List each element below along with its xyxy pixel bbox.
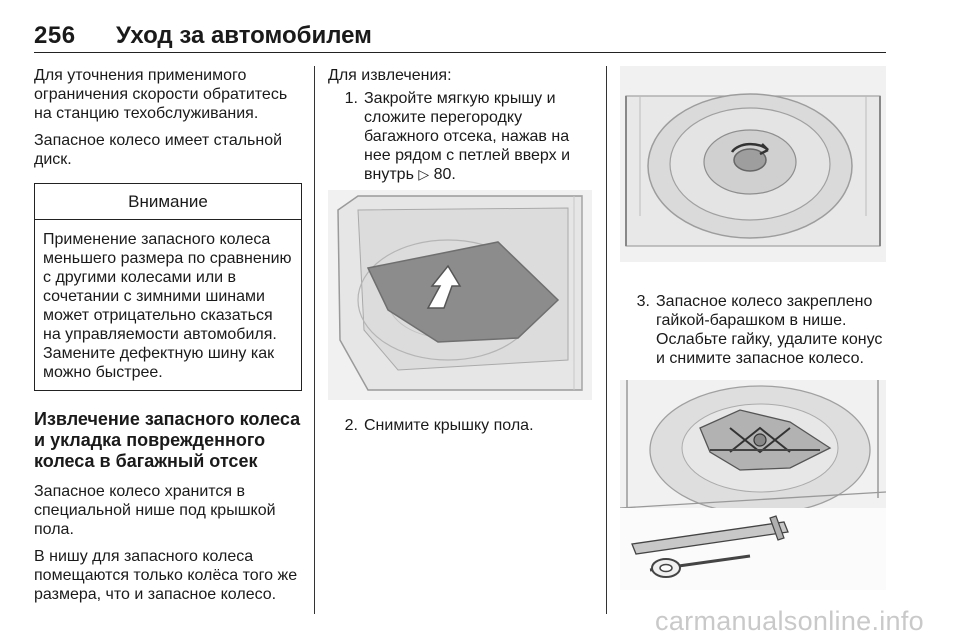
step-text: Запасное колесо закреплено гайкой-барашком в нише. Ослабьте гайку, удалите конус и снимите запасное колесо. [656, 293, 883, 367]
page-title: Уход за автомобилем [116, 22, 372, 49]
paragraph: В нишу для запасного колеса помещаются только колёса того же размера, что и запасное колесо. [34, 548, 298, 603]
column-divider [314, 66, 315, 614]
jack-tools-illustration [620, 380, 886, 590]
figure-jack-tools [620, 380, 886, 590]
warning-text: Применение запасного колеса меньшего размера по сравнению с другими колесами или в сочетании с зимними шинами может отрицательно сказаться на управляемости автомобиля. Замените дефектную шину как можно быстрее. [43, 231, 292, 381]
spare-wheel-illustration [620, 66, 886, 262]
column-divider [606, 66, 607, 614]
watermark-text: carmanualsonline.info [655, 606, 924, 636]
step-number: 2. [344, 417, 358, 434]
column-left [34, 66, 302, 612]
floor-cover-illustration [328, 190, 592, 400]
page-header [34, 22, 886, 53]
page-number: 256 [34, 22, 76, 49]
paragraph: Для уточнения применимого ограничения скорости обратитесь на станцию техобслуживания. [34, 67, 288, 122]
column-right [620, 66, 886, 590]
figure-spare-wheel [620, 66, 886, 262]
paragraph: Запасное колесо имеет стальной диск. [34, 132, 283, 168]
step-number: 3. [636, 293, 650, 310]
step-number: 1. [344, 90, 358, 107]
step-2 [328, 416, 594, 435]
step-1 [328, 89, 594, 184]
section-heading: Извлечение запасного колеса и укладка поврежденного колеса в багажный отсек [34, 409, 301, 471]
steps-intro: Для извлечения: [328, 67, 452, 84]
step-text: Снимите крышку пола. [364, 417, 534, 434]
warning-box [34, 183, 302, 391]
step-3 [620, 292, 886, 368]
step-text: Закройте мягкую крышу и сложите перегородку багажного отсека, нажав на нее рядом с петлей вверх и внутрь [364, 90, 571, 183]
figure-floor-cover [328, 190, 592, 400]
column-middle [328, 66, 594, 435]
step-page-ref: 80. [433, 166, 456, 183]
reference-arrow-icon: ▷ [418, 166, 430, 182]
paragraph: Запасное колесо хранится в специальной нише под крышкой пола. [34, 483, 276, 538]
warning-heading: Внимание [35, 184, 301, 220]
